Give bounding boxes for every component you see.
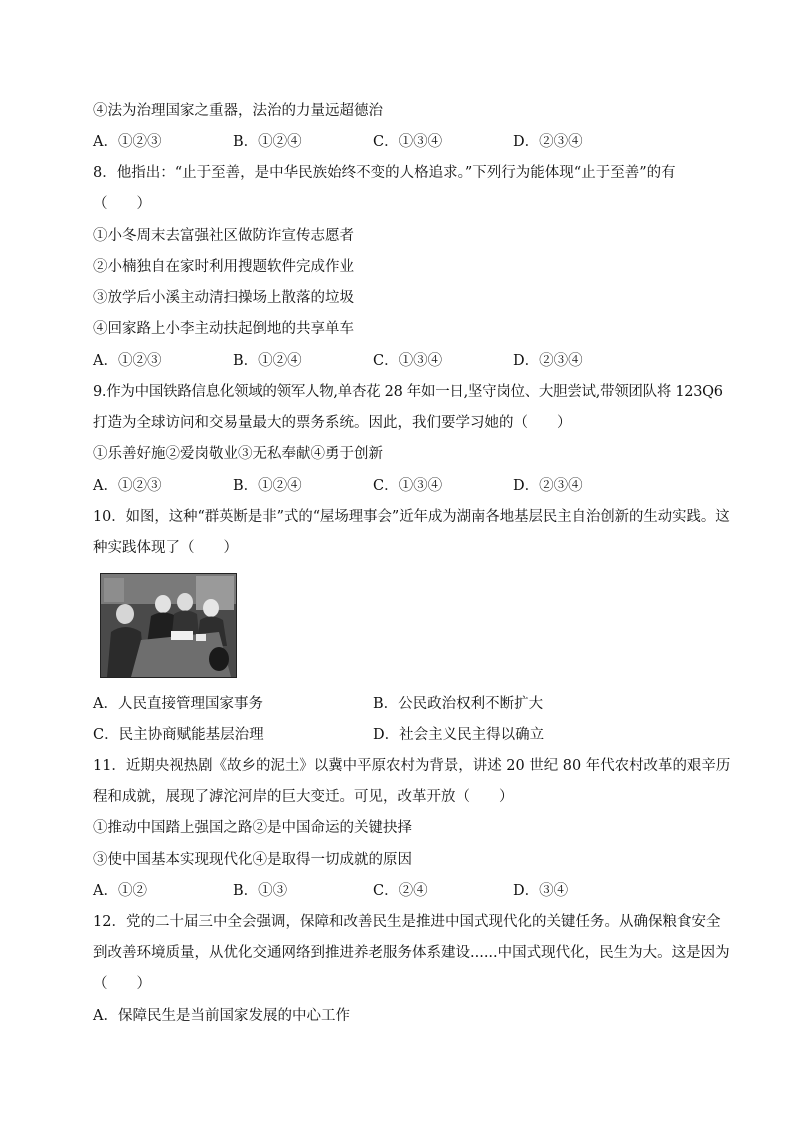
q8-option-a: A．①②③ [93,353,162,369]
q10-option-b: B．公民政治权利不断扩大 [373,696,544,712]
q7-option-a: A．①②③ [93,134,162,150]
q12-option-a: A．保障民生是当前国家发展的中心工作 [93,1008,350,1024]
q10-option-c: C．民主协商赋能基层治理 [93,727,264,743]
q10-stem-line-2: 种实践体现了（ ） [93,540,238,556]
q11-option-b: B．①③ [233,883,288,899]
q11-stem-line-1: 11．近期央视热剧《故乡的泥土》以冀中平原农村为背景，讲述 20 世纪 80 年代农村改革的艰辛历 [93,758,731,774]
q9-option-b: B．①②④ [233,478,302,494]
q9-option-a: A．①②③ [93,478,162,494]
q9-statements: ①乐善好施②爱岗敬业③无私奉献④勇于创新 [93,446,383,462]
q11-option-d: D．③④ [513,883,569,899]
q8-option-b: B．①②④ [233,353,302,369]
q8-statement-3: ③放学后小溪主动清扫操场上散落的垃圾 [93,290,354,306]
q12-stem-line-1: 12．党的二十届三中全会强调，保障和改善民生是推进中国式现代化的关键任务。从确保粮食安全 [93,914,721,930]
q8-option-d: D．②③④ [513,353,583,369]
q12-stem-line-2: 到改善环境质量，从优化交通网络到推进养老服务体系建设......中国式现代化，民生为大。这是因为 [93,945,730,961]
q8-statement-2: ②小楠独自在家时利用搜题软件完成作业 [93,259,354,275]
q7-option-b: B．①②④ [233,134,302,150]
q8-statement-4: ④回家路上小李主动扶起倒地的共享单车 [93,321,354,337]
q8-option-c: C．①③④ [373,353,443,369]
q12-answer-blank: （ ） [93,976,151,992]
q11-statements-2: ③使中国基本实现现代化④是取得一切成就的原因 [93,852,412,868]
q9-stem-line-2: 打造为全球访问和交易量最大的票务系统。因此，我们要学习她的（ ） [93,415,572,431]
q8-statement-1: ①小冬周末去富强社区做防诈宣传志愿者 [93,228,354,244]
q10-option-a: A．人民直接管理国家事务 [93,696,263,712]
q11-statements-1: ①推动中国踏上强国之路②是中国命运的关键抉择 [93,820,412,836]
q11-option-c: C．②④ [373,883,428,899]
meeting-photo-drawing [101,574,236,677]
q9-option-c: C．①③④ [373,478,443,494]
q11-stem-line-2: 程和成就，展现了滹沱河岸的巨大变迁。可见，改革开放（ ） [93,789,514,805]
q8-answer-blank: （ ） [93,196,151,212]
q7-option-d: D．②③④ [513,134,583,150]
q10-option-d: D．社会主义民主得以确立 [373,727,545,743]
meeting-photo [100,573,237,678]
q7-statement-4: ④法为治理国家之重器，法治的力量远超德治 [93,103,383,119]
q9-option-d: D．②③④ [513,478,583,494]
q11-option-a: A．①② [93,883,147,899]
q9-stem-line-1: 9.作为中国铁路信息化领域的领军人物,单杏花 28 年如一日,坚守岗位、大胆尝试,带领团队将 123Q6 [93,384,723,400]
q10-stem-line-1: 10．如图，这种“群英断是非”式的“屋场理事会”近年成为湖南各地基层民主自治创新的生动实践。这 [93,509,730,525]
q8-stem: 8．他指出：“止于至善，是中华民族始终不变的人格追求。”下列行为能体现“止于至善”的有 [93,165,676,181]
q7-option-c: C．①③④ [373,134,443,150]
